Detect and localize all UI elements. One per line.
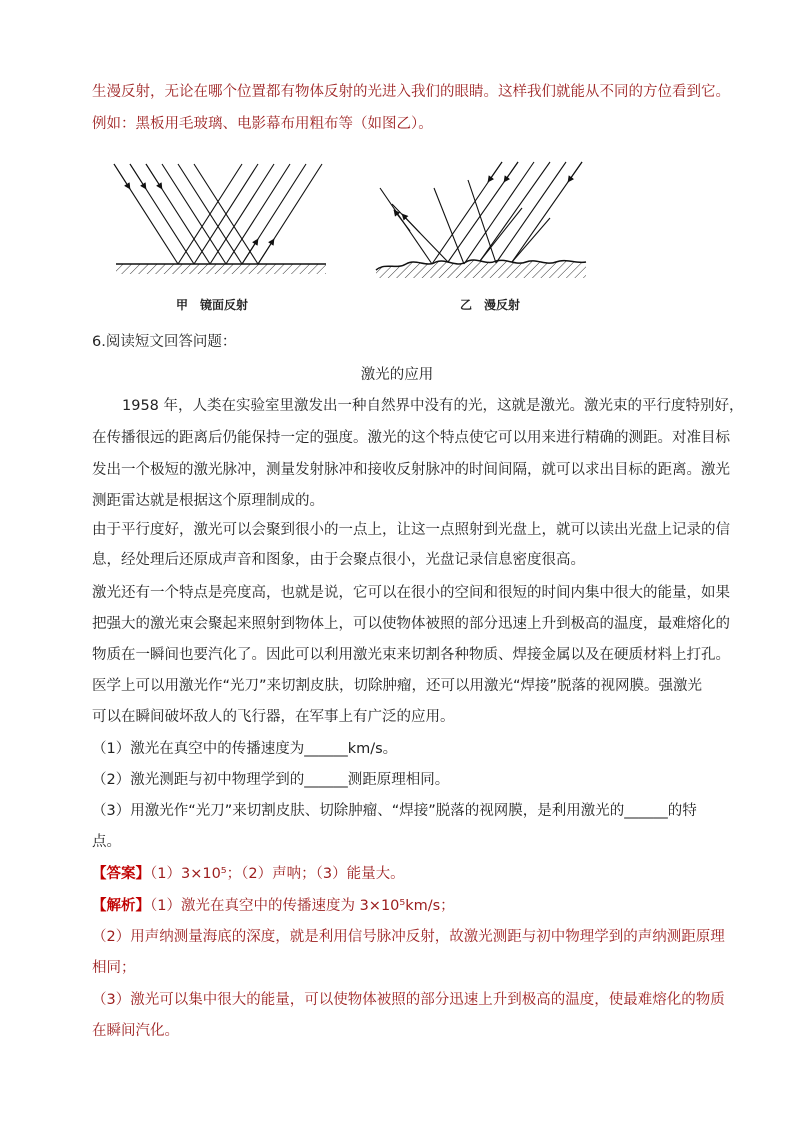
diffuse-reflection-figure bbox=[372, 158, 602, 288]
answer-line bbox=[92, 864, 405, 884]
analysis-line-2: （2）用声纳测量海底的深度，就是利用信号脉冲反射，故激光测距与初中物理学到的声纳测距原理 bbox=[92, 929, 725, 945]
sub-question-3-line-1: （3）用激光作“光刀”来切割皮肤、切除肿瘤、“焊接”脱落的视网膜，是利用激光的______的特 bbox=[92, 803, 697, 819]
paragraph-1-line-4: 测距雷达就是根据这个原理制成的。 bbox=[92, 493, 324, 509]
analysis-text-1: （1）激光在真空中的传播速度为 3×10⁵km/s； bbox=[150, 898, 455, 914]
specular-figure-caption: 甲 镜面反射 bbox=[176, 298, 249, 312]
sub-question-2: （2）激光测距与初中物理学到的______测距原理相同。 bbox=[92, 772, 450, 788]
sub-question-3-line-2: 点。 bbox=[92, 834, 121, 850]
question-heading: 6.阅读短文回答问题： bbox=[92, 334, 237, 350]
analysis-line-3: 相同； bbox=[92, 960, 136, 976]
answer-tag: 【答案】 bbox=[92, 866, 150, 882]
intro-line-2: 例如：黑板用毛玻璃、电影幕布用粗布等（如图乙）。 bbox=[92, 116, 433, 132]
paragraph-3-line-5: 可以在瞬间破坏敌人的飞行器，在军事上有广泛的应用。 bbox=[92, 709, 455, 725]
paragraph-2-line-2: 息，经处理后还原成声音和图象，由于会聚点很小，光盘记录信息密度很高。 bbox=[92, 552, 585, 568]
analysis-tag: 【解析】 bbox=[92, 898, 150, 914]
paragraph-1-line-3: 发出一个极短的激光脉冲，测量发射脉冲和接收反射脉冲的时间间隔，就可以求出目标的距离。激光 bbox=[92, 462, 730, 478]
analysis-line-1 bbox=[92, 896, 455, 916]
analysis-line-4: （3）激光可以集中很大的能量，可以使物体被照的部分迅速上升到极高的温度，使最难熔化的物质 bbox=[92, 992, 725, 1008]
sub-question-1: （1）激光在真空中的传播速度为______km/s。 bbox=[92, 741, 398, 757]
specular-reflection-figure bbox=[108, 160, 338, 290]
paragraph-1-line-2: 在传播很远的距离后仍能保持一定的强度。激光的这个特点使它可以用来进行精确的测距。对准目标 bbox=[92, 430, 730, 446]
intro-line-1: 生漫反射，无论在哪个位置都有物体反射的光进入我们的眼睛。这样我们就能从不同的方位看到它。 bbox=[92, 84, 730, 100]
paragraph-3-line-3: 物质在一瞬间也要汽化了。因此可以利用激光束来切割各种物质、焊接金属以及在硬质材料上打孔。 bbox=[92, 647, 730, 663]
paragraph-2-line-1: 由于平行度好，激光可以会聚到很小的一点上，让这一点照射到光盘上，就可以读出光盘上记录的信 bbox=[92, 522, 730, 538]
paragraph-3-line-2: 把强大的激光束会聚起来照射到物体上，可以使物体被照的部分迅速上升到极高的温度，最难熔化的 bbox=[92, 616, 730, 632]
paragraph-3-line-4: 医学上可以用激光作“光刀”来切割皮肤，切除肿瘤，还可以用激光“焊接”脱落的视网膜。强激光 bbox=[92, 678, 703, 694]
article-title: 激光的应用 bbox=[360, 367, 434, 383]
diffuse-figure-caption: 乙 漫反射 bbox=[460, 298, 521, 312]
analysis-line-5: 在瞬间汽化。 bbox=[92, 1023, 179, 1039]
answer-text: （1）3×10⁵；（2）声呐；（3）能量大。 bbox=[150, 866, 405, 882]
paragraph-3-line-1: 激光还有一个特点是亮度高，也就是说，它可以在很小的空间和很短的时间内集中很大的能量，如果 bbox=[92, 585, 730, 601]
paragraph-1-line-1: 1958 年，人类在实验室里激发出一种自然界中没有的光，这就是激光。激光束的平行度特别好， bbox=[122, 398, 744, 414]
